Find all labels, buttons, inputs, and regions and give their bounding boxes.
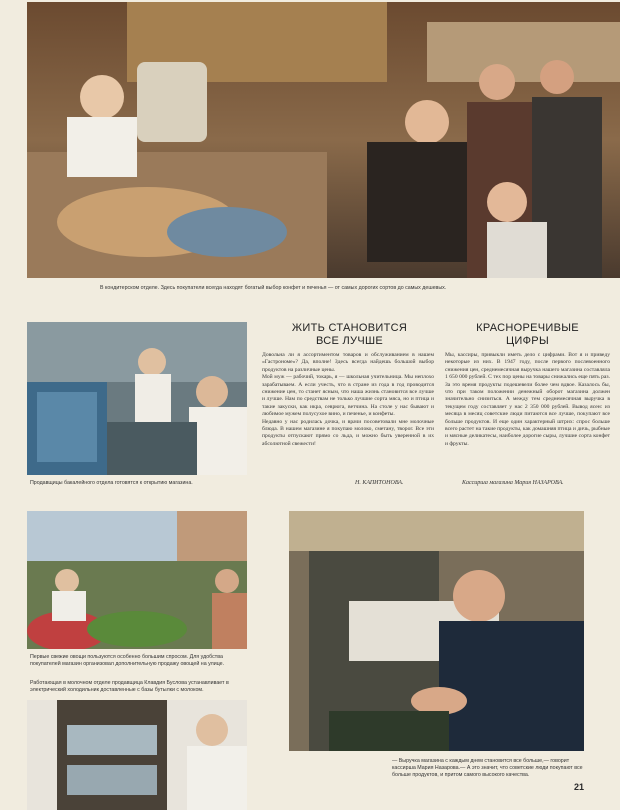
caption-cashier: — Выручка магазина с каждым днем становится все больше,— говорит кассирша Мария Назарова.— А это значит, что советские люди покупают все больше продуктов, и притом самого высокого качества.: [392, 758, 583, 778]
article1-title: [262, 322, 437, 348]
photo-candy-department: [27, 2, 620, 278]
article2-title: [445, 322, 610, 348]
caption-dairy: Работающая в молочном отделе продавщица Клавдия Буслова устанавливает в электрический холодильник доставленные с базы бутылки с молоком.: [30, 680, 229, 693]
photo-dairy: [27, 700, 247, 810]
photo-cashier-image: [289, 511, 584, 751]
photo-vegetables: [27, 511, 247, 649]
article1-title-line2: ВСЕ ЛУЧШЕ: [316, 335, 383, 347]
article2-body: Мы, кассиры, привыкли иметь дело с цифрами. Вот я и приведу некоторые из них. В 1947 году, после первого послевоенного снижения цен, среднемесячная выручка нашего магазина составляла 1 650 000 рублей. С тех пор цены на товары снижались еще пять раз. За это время продукты подешевели более чем вдвое. Казалось бы, что при таком положении денежный оборот магазина должен значительно снизиться. А между тем среднемесячная выручка в текущем году составляет у нас 2 350 000 рублей. Вывод ясен: из месяца в месяц советские люди питаются все лучше, покупают все больше продуктов. И еще один характерный штрих: спрос больше всего растет на такие продукты, как домашняя птица и дичь, рыбные и мясные деликатесы, наиболее дорогие сыры, лучшие сорта конфет и фрукты.: [445, 352, 610, 447]
photo-cashier: [289, 511, 584, 751]
article2-title-line1: КРАСНОРЕЧИВЫЕ: [476, 322, 579, 334]
photo-candy-image: [27, 2, 620, 278]
caption-vegetables: Первые свежие овощи пользуются особенно большим спросом. Для удобства покупателей магазин организовал дополнительную продажу овощей на улице.: [30, 654, 225, 667]
page-number: 21: [574, 782, 585, 792]
article2-signature: Кассирша магазина Мария НАЗАРОВА.: [462, 480, 564, 486]
caption-candy: В кондитерском отделе. Здесь покупатели всегда находят богатый выбор конфет и печенья — от самых дорогих сортов до самых дешевых.: [100, 285, 447, 291]
article2-title-line2: ЦИФРЫ: [506, 335, 549, 347]
photo-grocery-department: [27, 322, 247, 475]
article1-signature: Н. КАПИТОНОВА.: [355, 480, 404, 486]
photo-grocery-image: [27, 322, 247, 475]
article1-body: Довольна ли я ассортиментом товаров и обслуживанием в нашем «Гастрономе»? Да, вполне! Здесь всегда найдешь большой выбор продуктов на различные цены. Мой муж — рабочий, токарь, я — школьная учительница. Мы неплохо зарабатываем. А если учесть, что в стране из года в год проводится снижение цен, то станет ясным, что наша жизнь становится все лучше и лучше. Нам по средствам не только лучшие сорта мяса, но и птица и такие закуски, как икра, севрюга, ветчина. На столе у нас бывают и любимое мужем полусухое вино, и печенье, и конфеты. Недавно у нас родилась дочка, и врачи посоветовали мне молочные блюда. В нашем магазине я покупаю молоко, сметану, творог. Все эти продукты отпускают прямо со льда, и можно быть уверенной в их абсолютной свежести!: [262, 352, 434, 447]
photo-vegetables-image: [27, 511, 247, 649]
photo-dairy-image: [27, 700, 247, 810]
caption-grocery: Продавщицы бакалейного отдела готовятся к открытию магазина.: [30, 480, 193, 486]
article1-title-line1: ЖИТЬ СТАНОВИТСЯ: [291, 322, 408, 334]
